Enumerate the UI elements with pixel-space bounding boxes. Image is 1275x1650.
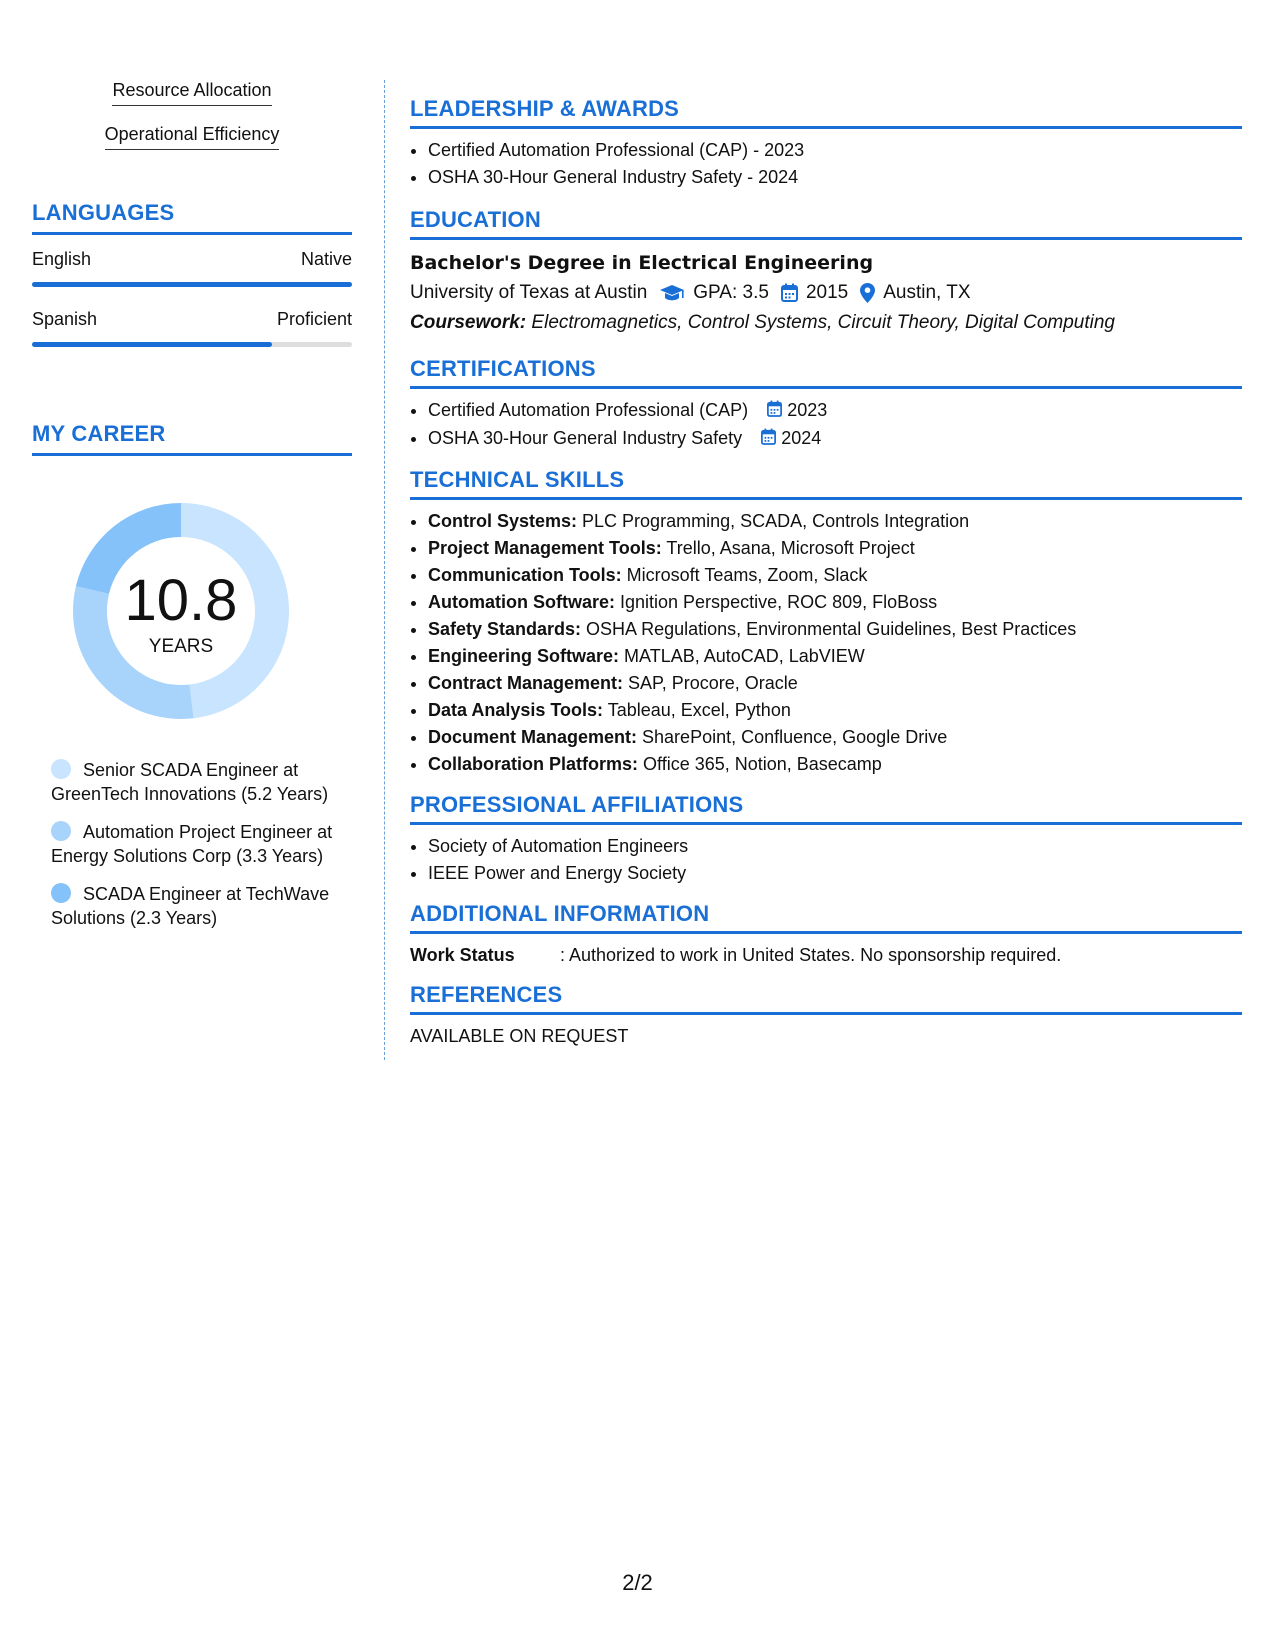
skill-tag: Operational Efficiency: [105, 124, 280, 150]
list-item: • Society of Automation Engineers: [428, 833, 1242, 860]
legend-dot-icon: [51, 883, 71, 903]
certification-name: Certified Automation Professional (CAP): [428, 400, 749, 420]
certification-year: 2024: [781, 427, 822, 448]
section-heading: REFERENCES: [410, 982, 1242, 1015]
map-pin-icon: [860, 278, 875, 308]
language-bar: [32, 282, 352, 287]
tech-skill-label: Data Analysis Tools:: [428, 699, 604, 720]
school-name: University of Texas at Austin: [410, 282, 648, 303]
section-heading: EDUCATION: [410, 207, 1242, 240]
tech-skill-value: MATLAB, AutoCAD, LabVIEW: [619, 645, 865, 666]
section-heading: ADDITIONAL INFORMATION: [410, 901, 1242, 934]
tech-skill-value: Microsoft Teams, Zoom, Slack: [621, 564, 868, 585]
affiliations-section: [410, 792, 1242, 887]
coursework-list: Electromagnetics, Control Systems, Circuit Theory, Digital Computing: [526, 312, 1115, 333]
left-column: [32, 80, 352, 944]
section-heading: PROFESSIONAL AFFILIATIONS: [410, 792, 1242, 825]
page-number: 2/2: [622, 1570, 653, 1595]
career-years-unit: YEARS: [148, 636, 214, 657]
tech-skill-label: Collaboration Platforms:: [428, 753, 639, 774]
tech-skill-value: SAP, Procore, Oracle: [623, 672, 798, 693]
graduation-year: 2015: [805, 282, 849, 303]
tech-skill-value: Ignition Perspective, ROC 809, FloBoss: [615, 591, 938, 612]
coursework: [410, 308, 1242, 338]
calendar-icon: [781, 278, 798, 308]
gpa: GPA: 3.5: [693, 282, 769, 303]
language-item: [32, 309, 352, 347]
language-bar-fill: [32, 282, 352, 287]
education-section: [410, 207, 1242, 338]
career-heading: MY CAREER: [32, 421, 352, 456]
graduation-cap-icon: [659, 278, 685, 308]
right-column: [410, 96, 1242, 1063]
language-item: [32, 249, 352, 287]
tech-skill-label: Control Systems:: [428, 510, 578, 531]
career-donut-chart: [66, 496, 296, 726]
tech-skill-item: [428, 643, 1242, 670]
tech-skill-value: Trello, Asana, Microsoft Project: [661, 537, 915, 558]
work-status-row: [410, 942, 1242, 968]
certifications-section: [410, 356, 1242, 453]
language-level: Proficient: [276, 309, 352, 329]
language-bar-fill: [32, 342, 272, 347]
career-legend-item: [51, 758, 352, 806]
tech-skill-value: SharePoint, Confluence, Google Drive: [637, 726, 948, 747]
technical-skills-section: [410, 467, 1242, 778]
tech-skill-value: PLC Programming, SCADA, Controls Integration: [577, 510, 970, 531]
degree-title: Bachelor's Degree in Electrical Engineering: [410, 252, 874, 274]
languages-heading: LANGUAGES: [32, 200, 352, 235]
legend-dot-icon: [51, 759, 71, 779]
coursework-label: Coursework:: [410, 312, 527, 333]
certification-item: [428, 425, 1242, 453]
certification-item: [428, 397, 1242, 425]
certification-name: OSHA 30-Hour General Industry Safety: [428, 427, 743, 448]
list-item: • IEEE Power and Energy Society: [428, 860, 1242, 887]
career-legend: [32, 758, 352, 930]
career-total-years: 10.8: [124, 568, 238, 633]
section-heading: TECHNICAL SKILLS: [410, 467, 1242, 500]
tech-skill-label: Project Management Tools:: [428, 537, 662, 558]
language-level: Native: [300, 249, 352, 269]
tech-skill-item: [428, 751, 1242, 778]
tech-skill-item: [428, 724, 1242, 751]
education-location: Austin, TX: [883, 282, 971, 303]
language-bar: [32, 342, 352, 347]
work-status-value: : Authorized to work in United States. No sponsorship required.: [560, 944, 1062, 965]
work-status-label: Work Status: [410, 944, 515, 965]
tech-skill-label: Communication Tools:: [428, 564, 622, 585]
tech-skill-item: [428, 508, 1242, 535]
column-divider: [384, 80, 385, 1060]
tech-skill-label: Automation Software:: [428, 591, 615, 612]
tech-skill-value: Office 365, Notion, Basecamp: [638, 753, 882, 774]
list-item: • Certified Automation Professional (CAP) - 2023: [428, 137, 1242, 164]
certification-year: 2023: [787, 400, 828, 420]
tech-skill-label: Document Management:: [428, 726, 638, 747]
tech-skill-label: Contract Management:: [428, 672, 624, 693]
references-value: AVAILABLE ON REQUEST: [410, 1025, 629, 1046]
career-legend-item: [51, 882, 352, 930]
tech-skill-label: Safety Standards:: [428, 618, 582, 639]
calendar-icon: [761, 426, 776, 453]
references-section: [410, 982, 1242, 1049]
skill-tag: Resource Allocation: [112, 80, 271, 106]
career-legend-label: Senior SCADA Engineer at GreenTech Innovations (5.2 Years): [51, 760, 329, 804]
calendar-icon: [767, 398, 782, 425]
tech-skill-item: [428, 562, 1242, 589]
additional-info-section: [410, 901, 1242, 968]
career-legend-label: SCADA Engineer at TechWave Solutions (2.3 Years): [51, 884, 330, 928]
legend-dot-icon: [51, 821, 71, 841]
tech-skill-item: [428, 589, 1242, 616]
list-item: • OSHA 30-Hour General Industry Safety - 2024: [428, 164, 1242, 191]
tech-skill-item: [428, 535, 1242, 562]
tech-skill-item: [428, 670, 1242, 697]
education-meta: [410, 278, 1242, 308]
tech-skill-label: Engineering Software:: [428, 645, 620, 666]
tech-skill-value: OSHA Regulations, Environmental Guidelines, Best Practices: [581, 618, 1077, 639]
leadership-section: [410, 96, 1242, 191]
section-heading: CERTIFICATIONS: [410, 356, 1242, 389]
language-name: Spanish: [32, 309, 98, 329]
career-legend-item: [51, 820, 352, 868]
tech-skill-item: [428, 616, 1242, 643]
language-name: English: [32, 249, 92, 269]
tech-skill-value: Tableau, Excel, Python: [603, 699, 791, 720]
section-heading: LEADERSHIP & AWARDS: [410, 96, 1242, 129]
career-legend-label: Automation Project Engineer at Energy Solutions Corp (3.3 Years): [51, 822, 333, 866]
tech-skill-item: [428, 697, 1242, 724]
